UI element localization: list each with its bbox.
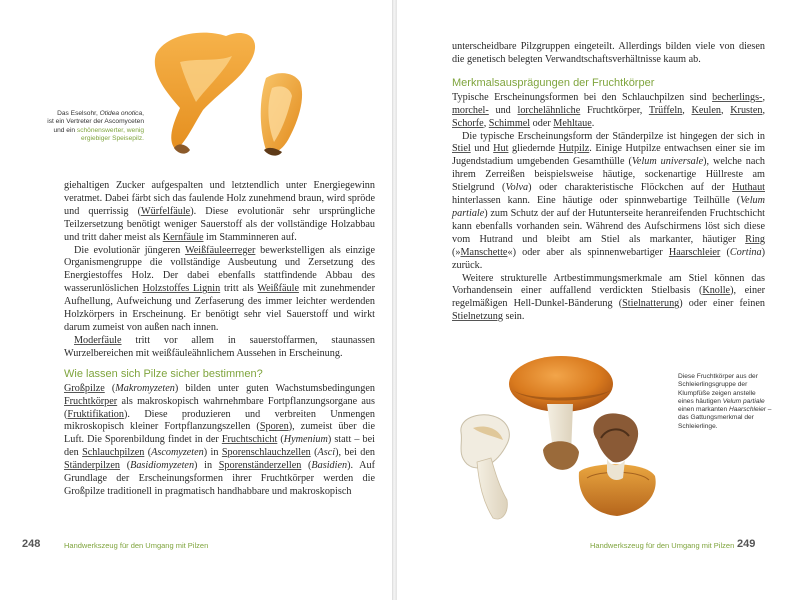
page-number-left: 248 (22, 538, 41, 550)
paragraph: Moderfäule tritt vor allem in sauerstoffarmen, staunassen Wurzelbereichen mit weißfäuleähnlichem Aussehen in Erscheinung. (64, 334, 375, 359)
running-footer-left: Handwerkszeug für den Umgang mit Pilzen (64, 541, 209, 550)
paragraph: Weitere strukturelle Artbestimmungsmerkmale am Stiel können das Vorhandensein einer auffallend verdickten Stielbasis (Knolle), einer regelmäßigen Hell-Dunkel-Bänderung (Stielnatterung) oder einer feinen Stielnetzung sein. (452, 272, 765, 323)
page-number-right: 249 (737, 538, 756, 550)
section-heading: Merkmalsausprägungen der Fruchtkörper (452, 76, 655, 89)
section-heading: Wie lassen sich Pilze sicher bestimmen? (64, 367, 263, 380)
eselsohr-mushroom-illustration (148, 22, 318, 172)
figure-caption-left: Das Eselsohr, Otidea onotica, ist ein Vertreter der Ascomyceten und ein schönenswerter, wenig ergiebiger Speisepilz. (47, 110, 144, 142)
running-footer-right: Handwerkszeug für den Umgang mit Pilzen (590, 541, 735, 550)
left-page (0, 0, 392, 600)
figure-caption-right: Diese Fruchtkörper aus der Schleierlingsgruppe der Klumpfüße zeigen anstelle eines häutigen Velum partiale einen markanten Haarschleier – das Gattungsmerkmal der Schleierlinge. (678, 373, 772, 430)
right-page (397, 0, 789, 600)
paragraph: unterscheidbare Pilzgruppen eingeteilt. Allerdings bilden viele von diesen die genetisch belegten Verwandtschaftsverhältnisse kaum ab. (452, 41, 765, 65)
paragraph: giehaltigen Zucker aufgespalten und letztendlich unter Energiegewinn veratmet. Dabei färbt sich das faulende Holz zunehmend braun, wird spröde und querrissig (Würfelfäule). Diese evolutionär sehr ursprüngliche Teilzersetzung benötigt weniger Sauerstoff als der vollständige Holzabbau und tritt daher meist als Kernfäule im Stamminneren auf. (64, 180, 375, 243)
klumpfuss-mushroom-illustration (449, 354, 667, 532)
left-body-text (64, 180, 375, 499)
paragraph: Die evolutionär jüngeren Weißfäuleerreger bewerkstelligen als einzige Organismengruppe die vollständige Ausbeutung und Zersetzung des Energiestoffes Holz. Der dabei ebenfalls stattfindende Abbau des wasserunlöslichen Holzstoffes Lignin tritt als Weißfäule mit zunehmender Aufhellung, Aufweichung und Zerfaserung des immer leichter werdenden Holzkörpers in Erscheinung. Er benötigt sehr viel Sauerstoff und wirkt darum zumeist von außen nach innen. (64, 244, 375, 333)
paragraph: Die typische Erscheinungsform der Ständerpilze ist hingegen der sich in Stiel und Hut gliedernde Hutpilz. Einige Hutpilze entwachsen einer sie im Jugendstadium umgebenden Gesamthülle (Velum universale), welche nach ihrem Zerreißen beispielsweise häutige, sockenartige Hüllreste am Stielgrund (Volva) oder charakteristische Flöckchen auf der Huthaut hinterlassen kann. Eine häutige oder spinnwebartige Teilhülle (Velum partiale) zum Schutz der auf der Hutunterseite heranreifenden Fruchtschicht kann ebenfalls vorhanden sein. Während des Aufschirmens löst sich diese vom Hutrand und bleibt am Stiel als markanter, häutiger Ring (»Manschette«) oder aber als spinnenwebartiger Haarschleier (Cortina) zurück. (452, 130, 765, 271)
paragraph: Typische Erscheinungsformen bei den Schlauchpilzen sind becherlings-, morchel- und lorchelähnliche Fruchtkörper, Trüffeln, Keulen, Krusten, Schorfe, Schimmel oder Mehltaue. (452, 91, 766, 129)
paragraph: Großpilze (Makromyzeten) bilden unter guten Wachstumsbedingungen Fruchtkörper als makroskopisch wahrnehmbare Fortpflanzungsorgane aus (Fruktifikation). Diese produzieren und verbreiten Unmengen mikroskopisch kleiner Fortpflanzungszellen (Sporen), zumeist über die Luft. Die Sporenbildung findet in der Fruchtschicht (Hymenium) statt – bei den Schlauchpilzen (Ascomyzeten) in Sporenschlauchzellen (Asci), bei den Ständerpilzen (Basidiomyzeten) in Sporenständerzellen (Basidien). Auf Grundlage der Erscheinungsformen ihrer Fruchtkörper werden die Großpilze traditionell in pragmatisch handhabbare und makroskopisch (64, 382, 375, 497)
right-body-text (452, 41, 765, 324)
